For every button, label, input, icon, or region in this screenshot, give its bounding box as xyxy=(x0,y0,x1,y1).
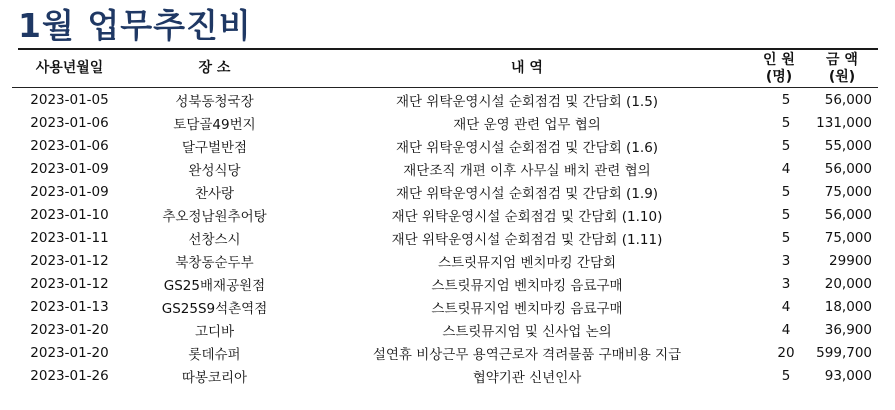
header-row xyxy=(12,50,878,88)
cell-amount: 75,000 xyxy=(824,183,872,200)
cell-desc: 설연휴 비상근무 용역근로자 격려물품 구매비용 지급 xyxy=(372,346,682,363)
cell-amount: 36,900 xyxy=(824,321,872,338)
cell-date: 2023-01-11 xyxy=(30,229,109,246)
cell-amount: 29900 xyxy=(829,252,872,269)
cell-amount: 131,000 xyxy=(816,114,872,131)
column-header-amount xyxy=(806,50,878,88)
cell-date: 2023-01-12 xyxy=(30,252,109,269)
cell-people: 20 xyxy=(777,344,795,361)
cell-place: GS25S9석촌역점 xyxy=(161,300,268,317)
column-header-place: 장 소 xyxy=(127,50,302,88)
cell-date: 2023-01-05 xyxy=(30,91,109,108)
cell-date: 2023-01-26 xyxy=(30,367,109,384)
cell-place: 북창동순두부 xyxy=(175,254,254,271)
cell-place: 추오정남원추어탕 xyxy=(162,208,267,225)
cell-people: 5 xyxy=(781,114,791,131)
cell-date: 2023-01-13 xyxy=(30,298,109,315)
cell-amount: 599,700 xyxy=(816,344,872,361)
table-row xyxy=(12,272,878,295)
cell-desc: 스트릿뮤지엄 벤치마킹 음료구매 xyxy=(431,300,623,317)
table-row xyxy=(12,318,878,341)
cell-desc: 재단조직 개편 이후 사무실 배치 관련 협의 xyxy=(403,162,651,179)
cell-desc: 재단 운영 관련 업무 협의 xyxy=(453,116,601,133)
cell-desc: 협약기관 신년인사 xyxy=(472,369,582,386)
cell-amount: 93,000 xyxy=(824,367,872,384)
table-row xyxy=(12,226,878,249)
cell-people: 5 xyxy=(781,367,791,384)
table-row xyxy=(12,341,878,364)
cell-place: 롯데슈퍼 xyxy=(188,346,241,363)
cell-place: 달구벌반점 xyxy=(181,139,248,156)
cell-date: 2023-01-10 xyxy=(30,206,109,223)
people-header-label: 인 원 xyxy=(763,51,795,68)
cell-desc: 스트릿뮤지엄 벤치마킹 음료구매 xyxy=(431,277,623,294)
cell-people: 5 xyxy=(781,137,791,154)
cell-desc: 스트릿뮤지엄 및 신사업 논의 xyxy=(442,323,612,340)
cell-place: 토담골49번지 xyxy=(173,116,256,133)
cell-date: 2023-01-20 xyxy=(30,321,109,338)
table-row xyxy=(12,203,878,226)
cell-amount: 56,000 xyxy=(824,91,872,108)
cell-date: 2023-01-09 xyxy=(30,183,109,200)
amount-header-label: 금 액 xyxy=(826,51,858,68)
cell-place: 따봉코리아 xyxy=(181,369,248,386)
amount-header-unit: (원) xyxy=(828,68,856,85)
cell-place: 성북동청국장 xyxy=(175,93,254,110)
cell-people: 3 xyxy=(781,275,791,292)
table-row xyxy=(12,88,878,112)
table-body xyxy=(12,88,878,388)
cell-place: 고디바 xyxy=(194,323,235,340)
column-header-desc: 내 역 xyxy=(302,50,752,88)
cell-people: 5 xyxy=(781,229,791,246)
cell-amount: 56,000 xyxy=(824,160,872,177)
column-header-people xyxy=(752,50,806,88)
cell-people: 5 xyxy=(781,183,791,200)
cell-date: 2023-01-09 xyxy=(30,160,109,177)
cell-people: 4 xyxy=(781,321,791,338)
cell-amount: 55,000 xyxy=(824,137,872,154)
table-row xyxy=(12,364,878,387)
table-row xyxy=(12,157,878,180)
table-row xyxy=(12,111,878,134)
expense-table xyxy=(12,50,878,387)
cell-desc: 스트릿뮤지엄 벤치마킹 간담회 xyxy=(437,254,617,271)
cell-place: GS25배재공원점 xyxy=(163,277,266,294)
cell-desc: 재단 위탁운영시설 순회점검 및 간담회 (1.5) xyxy=(395,93,659,110)
cell-people: 3 xyxy=(781,252,791,269)
cell-desc: 재단 위탁운영시설 순회점검 및 간담회 (1.6) xyxy=(395,139,659,156)
cell-people: 4 xyxy=(781,298,791,315)
cell-people: 5 xyxy=(781,91,791,108)
cell-amount: 18,000 xyxy=(824,298,872,315)
cell-date: 2023-01-20 xyxy=(30,344,109,361)
cell-desc: 재단 위탁운영시설 순회점검 및 간담회 (1.9) xyxy=(395,185,659,202)
table-row xyxy=(12,249,878,272)
cell-place: 찬사랑 xyxy=(194,185,235,202)
cell-date: 2023-01-12 xyxy=(30,275,109,292)
people-header-unit: (명) xyxy=(765,68,793,85)
cell-desc: 재단 위탁운영시설 순회점검 및 간담회 (1.10) xyxy=(391,208,663,225)
table-row xyxy=(12,295,878,318)
cell-date: 2023-01-06 xyxy=(30,114,109,131)
table-header xyxy=(12,50,878,88)
page-title: 1월 업무추진비 xyxy=(18,6,252,45)
cell-place: 선창스시 xyxy=(188,231,241,248)
cell-people: 5 xyxy=(781,206,791,223)
cell-date: 2023-01-06 xyxy=(30,137,109,154)
column-header-date: 사용년월일 xyxy=(12,50,127,88)
table-row xyxy=(12,180,878,203)
cell-amount: 56,000 xyxy=(824,206,872,223)
cell-desc: 재단 위탁운영시설 순회점검 및 간담회 (1.11) xyxy=(391,231,663,248)
cell-place: 완성식당 xyxy=(188,162,241,179)
cell-amount: 75,000 xyxy=(824,229,872,246)
cell-people: 4 xyxy=(781,160,791,177)
cell-amount: 20,000 xyxy=(824,275,872,292)
table-row xyxy=(12,134,878,157)
